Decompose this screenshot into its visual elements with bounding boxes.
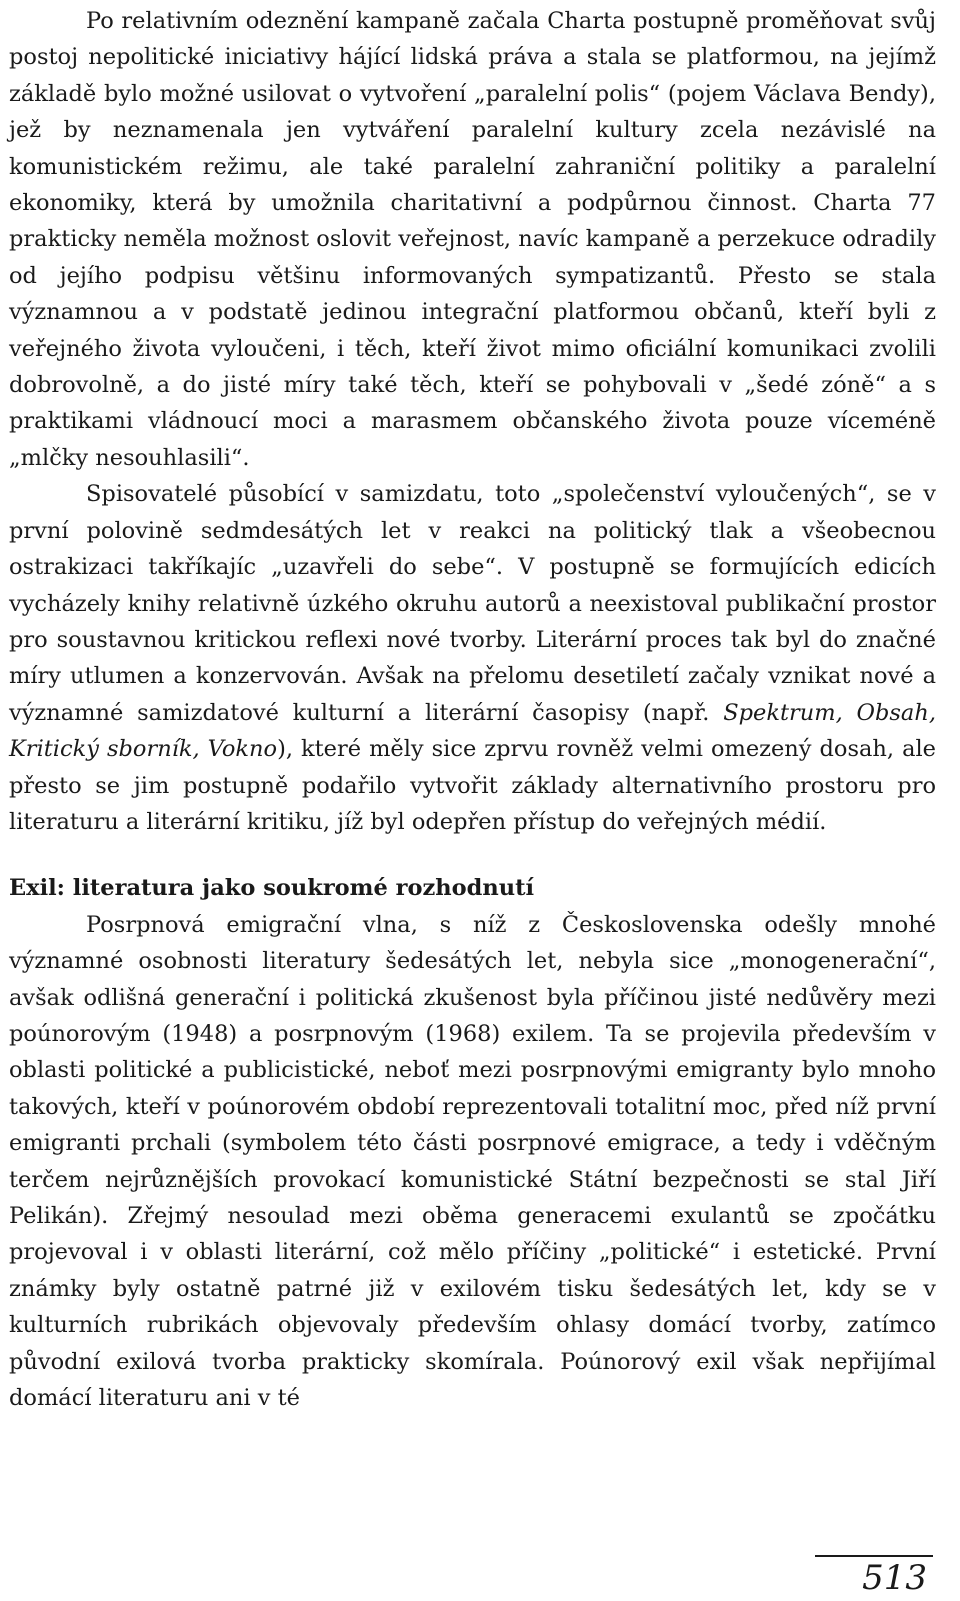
- paragraph-samizdat-text-2: ), které měly sice zprvu rovněž velmi omezený dosah, ale přesto se jim postupně podařilo vytvořit základy alternativního prostoru pro literaturu a literární kritiku, jíž byl odepřen přístup do veřejných médií.: [9, 736, 936, 835]
- section-heading: Exil: literatura jako soukromé rozhodnutí: [9, 875, 535, 902]
- paragraph-exil: Posrpnová emigrační vlna, s níž z Československa odešly mnohé významné osobnosti literatury šedesátých let, nebyla sice „monogenerační“, avšak odlišná generační i politická zkušenost byla příčinou jisté nedůvěry mezi poúnorovým (1948) a posrpnovým (1968) exilem. Ta se projevila především v oblasti politické a publicistické, neboť mezi posrpnovými emigranty bylo mnoho takových, kteří v poúnorovém období reprezentovali totalitní moc, před níž první emigranti prchali (symbolem této části posrpnové emigrace, a tedy i vděčným terčem nejrůznějších provokací komunistické Státní bezpečnosti se stal Jiří Pelikán). Zřejmý nesoulad mezi oběma generacemi exulantů se zpočátku projevoval i v oblasti literární, což mělo příčiny „politické“ i estetické. První známky byly ostatně patrné již v exilovém tisku šedesátých let, kdy se v kulturních rubrikách objevovaly především ohlasy domácí tvorby, zatímco původní exilová tvorba prakticky skomírala. Poúnorový exil však nepřijímal domácí literaturu ani v té: [9, 911, 936, 1412]
- document-page: [9, 3, 936, 1416]
- journal-titles: Spektrum, Obsah, Kritický sborník, Vokno: [9, 699, 936, 763]
- paragraph-samizdat: [9, 476, 936, 840]
- footer-rule: [815, 1555, 933, 1557]
- page-number: 513: [862, 1558, 927, 1598]
- paragraph-samizdat-text-1: Spisovatelé působící v samizdatu, toto „společenství vyloučených“, se v první polovině sedmdesátých let v reakci na politický tlak a všeobecnou ostrakizaci takříkajíc „uzavřeli do sebe“. V postupně se formujících edicích vycházely knihy relativně úzkého okruhu autorů a neexistoval publikační prostor pro soustavnou kritickou reflexi nové tvorby. Literární proces tak byl do značné míry utlumen a konzervován. Avšak na přelomu desetiletí začaly vznikat nové a významné samizdatové kulturní a literární časopisy (např.: [9, 481, 936, 726]
- paragraph-charta: Po relativním odeznění kampaně začala Charta postupně proměňovat svůj postoj nepolitické iniciativy hájící lidská práva a stala se platformou, na jejímž základě bylo možné usilovat o vytvoření „paralelní polis“ (pojem Václava Bendy), jež by neznamenala jen vytváření paralelní kultury zcela nezávislé na komunistickém režimu, ale také paralelní zahraniční politiky a paralelní ekonomiky, která by umožnila charitativní a podpůrnou činnost. Charta 77 prakticky neměla možnost oslovit veřejnost, navíc kampaně a perzekuce odradily od jejího podpisu většinu informovaných sympatizantů. Přesto se stala významnou a v podstatě jedinou integrační platformou občanů, kteří byli z veřejného života vyloučeni, i těch, kteří život mimo oficiální komunikaci zvolili dobrovolně, a do jisté míry také těch, kteří se pohybovali v „šedé zóně“ a s praktikami vládnoucí moci a marasmem občanského života pouze víceméně „mlčky nesouhlasili“.: [9, 8, 936, 471]
